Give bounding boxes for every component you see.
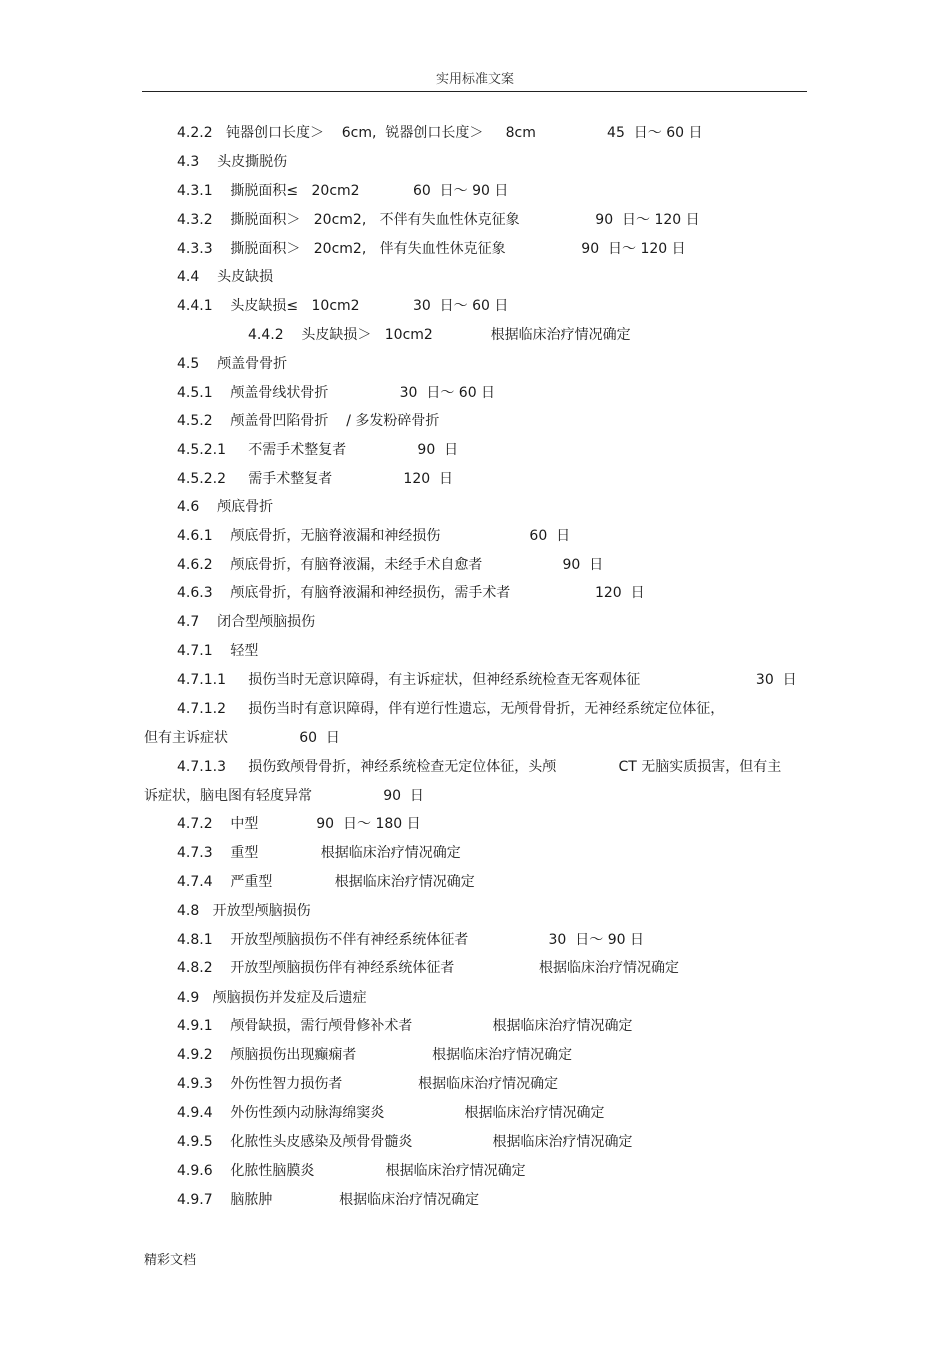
text-line: 4.6 颅底骨折: [177, 499, 274, 515]
text-line: 4.5.2 颅盖骨凹陷骨折 / 多发粉碎骨折: [177, 413, 440, 429]
text-line: 4.7.1.3 损伤致颅骨骨折，神经系统检查无定位体征，头颅 CT 无脑实质损害，但有主: [177, 759, 782, 775]
text-line: 4.9.6 化脓性脑膜炎 根据临床治疗情况确定: [177, 1163, 526, 1179]
page-header-title: 实用标准文案: [435, 72, 514, 87]
text-line: 4.6.3 颅底骨折，有脑脊液漏和神经损伤，需手术者 120 日: [177, 585, 645, 601]
text-line: 4.9.7 脑脓肿 根据临床治疗情况确定: [177, 1192, 480, 1208]
text-line: 4.8 开放型颅脑损伤: [177, 903, 311, 919]
text-line: 4.8.1 开放型颅脑损伤不伴有神经系统体征者 30 日～ 90 日: [177, 932, 644, 948]
text-line: 4.5.2.1 不需手术整复者 90 日: [177, 442, 459, 458]
text-line: 4.7.1 轻型: [177, 643, 259, 659]
text-line: 4.7 闭合型颅脑损伤: [177, 614, 316, 630]
text-line: 4.9.1 颅骨缺损，需行颅骨修补术者 根据临床治疗情况确定: [177, 1018, 633, 1034]
text-line: 4.6.1 颅底骨折，无脑脊液漏和神经损伤 60 日: [177, 528, 571, 544]
text-line: 4.5 颅盖骨骨折: [177, 356, 288, 372]
text-line: 诉症状，脑电图有轻度异常 90 日: [144, 788, 424, 804]
text-line: 4.9.5 化脓性头皮感染及颅骨骨髓炎 根据临床治疗情况确定: [177, 1134, 633, 1150]
text-line: 4.4.2 头皮缺损＞ 10cm2 根据临床治疗情况确定: [248, 327, 631, 343]
text-line: 4.5.2.2 需手术整复者 120 日: [177, 471, 454, 487]
text-line: 4.7.1.2 损伤当时有意识障碍，伴有逆行性遗忘，无颅骨骨折，无神经系统定位体征，: [177, 701, 725, 717]
text-line: 4.7.3 重型 根据临床治疗情况确定: [177, 845, 461, 861]
text-line: 4.5.1 颅盖骨线状骨折 30 日～ 60 日: [177, 385, 496, 401]
text-line: 4.3.2 撕脱面积＞ 20cm2, 不伴有失血性休克征象 90 日～ 120 日: [177, 212, 700, 228]
text-line: 4.7.2 中型 90 日～ 180 日: [177, 816, 421, 832]
text-line: 4.3.3 撕脱面积＞ 20cm2, 伴有失血性休克征象 90 日～ 120 日: [177, 241, 686, 257]
text-line: 4.6.2 颅底骨折，有脑脊液漏，未经手术自愈者 90 日: [177, 557, 604, 573]
text-line: 但有主诉症状 60 日: [144, 730, 340, 746]
text-line: 4.4 头皮缺损: [177, 269, 274, 285]
text-line: 4.7.1.1 损伤当时无意识障碍，有主诉症状，但神经系统检查无客观体征 30 日: [177, 672, 797, 688]
text-line: 4.3.1 撕脱面积≤ 20cm2 60 日～ 90 日: [177, 183, 509, 199]
text-line: 4.9.4 外伤性颈内动脉海绵窦炎 根据临床治疗情况确定: [177, 1105, 605, 1121]
text-line: 4.9.2 颅脑损伤出现癫痫者 根据临床治疗情况确定: [177, 1047, 573, 1063]
text-line: 4.3 头皮撕脱伤: [177, 154, 288, 170]
page-footer: 精彩文档: [144, 1253, 197, 1268]
header-divider: [142, 91, 807, 92]
text-line: 4.7.4 严重型 根据临床治疗情况确定: [177, 874, 475, 890]
text-line: 4.4.1 头皮缺损≤ 10cm2 30 日～ 60 日: [177, 298, 509, 314]
text-line: 4.9 颅脑损伤并发症及后遗症: [177, 990, 367, 1006]
text-line: 4.8.2 开放型颅脑损伤伴有神经系统体征者 根据临床治疗情况确定: [177, 960, 679, 976]
text-line: 4.9.3 外伤性智力损伤者 根据临床治疗情况确定: [177, 1076, 559, 1092]
text-line: 4.2.2 钝器创口长度＞ 6cm, 锐器创口长度＞ 8cm 45 日～ 60 日: [177, 125, 703, 141]
